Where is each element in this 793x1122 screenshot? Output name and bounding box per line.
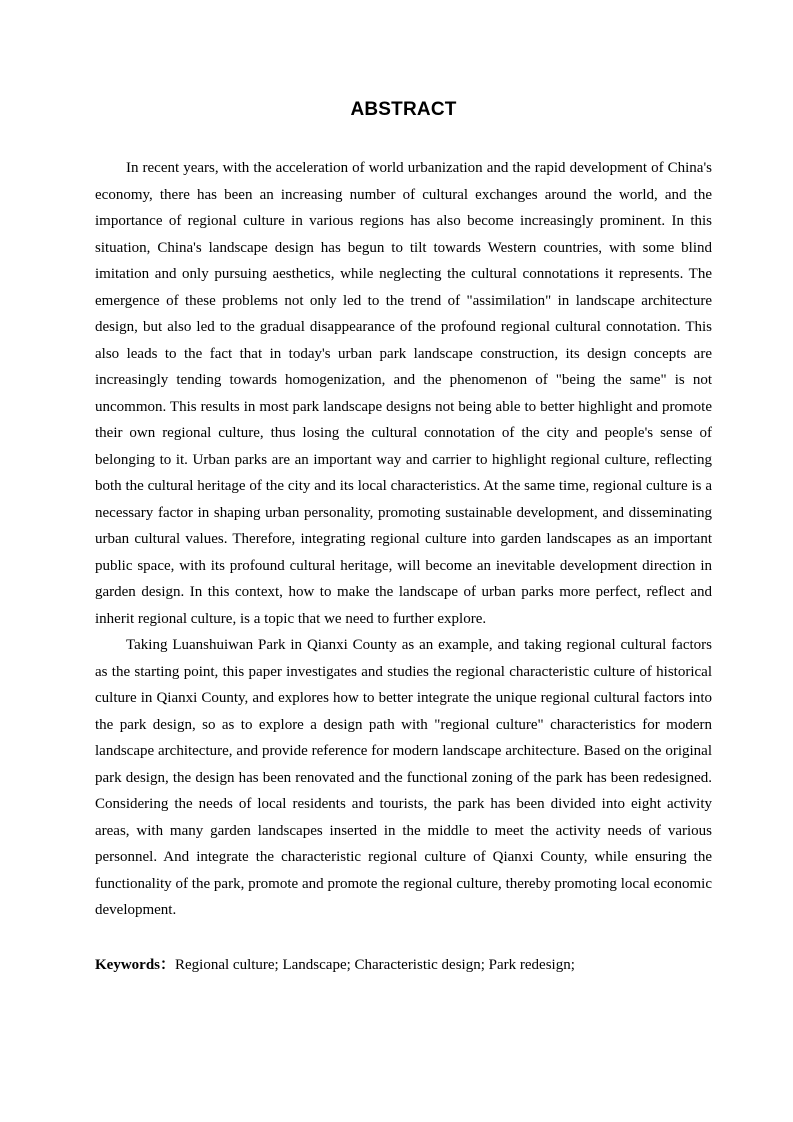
keywords-line <box>95 952 712 978</box>
abstract-title: ABSTRACT <box>350 99 457 120</box>
keywords-text: Regional culture; Landscape; Characteristic design; Park redesign; <box>175 956 575 973</box>
abstract-paragraph-1: In recent years, with the acceleration of world urbanization and the rapid development of China's economy, there has been an increasing number of cultural exchanges around the world, and the importance of regional culture in various regions has also become increasingly prominent. In this situation, China's landscape design has begun to tilt towards Western countries, with some blind imitation and only pursuing aesthetics, while neglecting the cultural connotations it represents. The emergence of these problems not only led to the trend of "assimilation" in landscape architecture design, but also led to the gradual disappearance of the profound regional cultural connotation. This also leads to the fact that in today's urban park landscape construction, its design concepts are increasingly tending towards homogenization, and the phenomenon of "being the same" is not uncommon. This results in most park landscape designs not being able to better highlight and promote their own regional culture, thus losing the cultural connotation of the city and people's sense of belonging to it. Urban parks are an important way and carrier to highlight regional culture, reflecting both the cultural heritage of the city and its local characteristics. At the same time, regional culture is a necessary factor in shaping urban personality, promoting sustainable development, and disseminating urban cultural values. Therefore, integrating regional culture into garden landscapes as an important public space, with its profound cultural heritage, will become an inevitable development direction in garden design. In this context, how to make the landscape of urban parks more perfect, reflect and inherit regional culture, is a topic that we need to further explore. <box>95 160 712 627</box>
abstract-paragraph-2: Taking Luanshuiwan Park in Qianxi County as an example, and taking regional cultural factors as the starting point, this paper investigates and studies the regional characteristic culture of historical culture in Qianxi County, and explores how to better integrate the unique regional cultural factors into the park design, so as to explore a design path with "regional culture" characteristics for modern landscape architecture, and provide reference for modern landscape architecture. Based on the original park design, the design has been renovated and the functional zoning of the park has been redesigned. Considering the needs of local residents and tourists, the park has been divided into eight activity areas, with many garden landscapes inserted in the middle to meet the activity needs of various personnel. And integrate the characteristic regional culture of Qianxi County, while ensuring the functionality of the park, promote and promote the regional culture, thereby promoting local economic development. <box>95 637 712 918</box>
keywords-label: Keywords： <box>95 956 175 973</box>
abstract-page <box>95 98 712 978</box>
